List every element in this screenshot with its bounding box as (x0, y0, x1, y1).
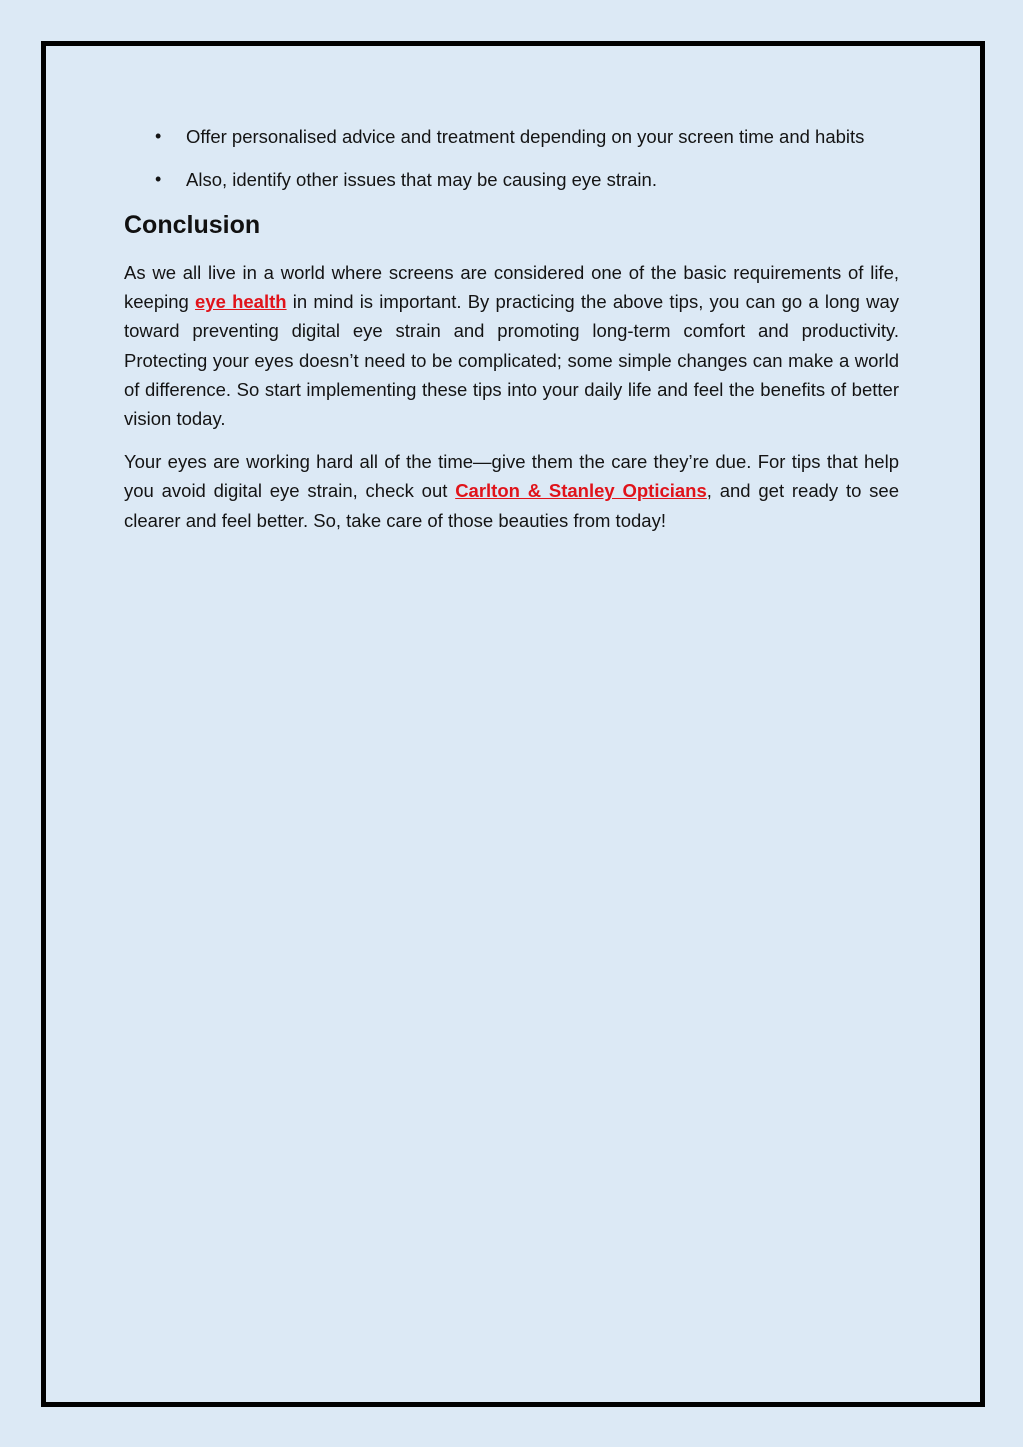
bullet-item (124, 122, 899, 151)
paragraph-text: , and get ready to see clearer and feel better. So, take care of those beauties from today! (124, 480, 899, 531)
paragraph-text: in mind is important. By practicing the above tips, you can go a long way toward preventing digital eye strain and promoting long-term comfort and productivity. Protecting your eyes doesn’t need to be complicated; some simple changes can make a world of difference. So start implementing these tips into your daily life and feel the benefits of better vision today. (124, 291, 899, 430)
bullet-dot-icon: • (155, 126, 162, 146)
conclusion-paragraph-1 (124, 258, 899, 433)
section-heading: Conclusion (124, 211, 261, 239)
bullet-dot-icon: • (155, 169, 162, 189)
conclusion-paragraph-2 (124, 447, 899, 535)
bullet-list (124, 122, 899, 194)
eye-health-link[interactable]: eye health (195, 291, 287, 313)
bullet-text: Also, identify other issues that may be causing eye strain. (186, 169, 657, 190)
paragraph-text: Your eyes are working hard all of the time—give them the care they’re due. For tips that help you avoid digital eye strain, check out (124, 451, 899, 502)
document-content (124, 122, 899, 549)
bullet-item (124, 165, 899, 194)
paragraph-text: As we all live in a world where screens are considered one of the basic requirements of life, keeping (124, 262, 899, 313)
bullet-text: Offer personalised advice and treatment depending on your screen time and habits (186, 126, 865, 147)
opticians-link[interactable]: Carlton & Stanley Opticians (455, 480, 707, 502)
